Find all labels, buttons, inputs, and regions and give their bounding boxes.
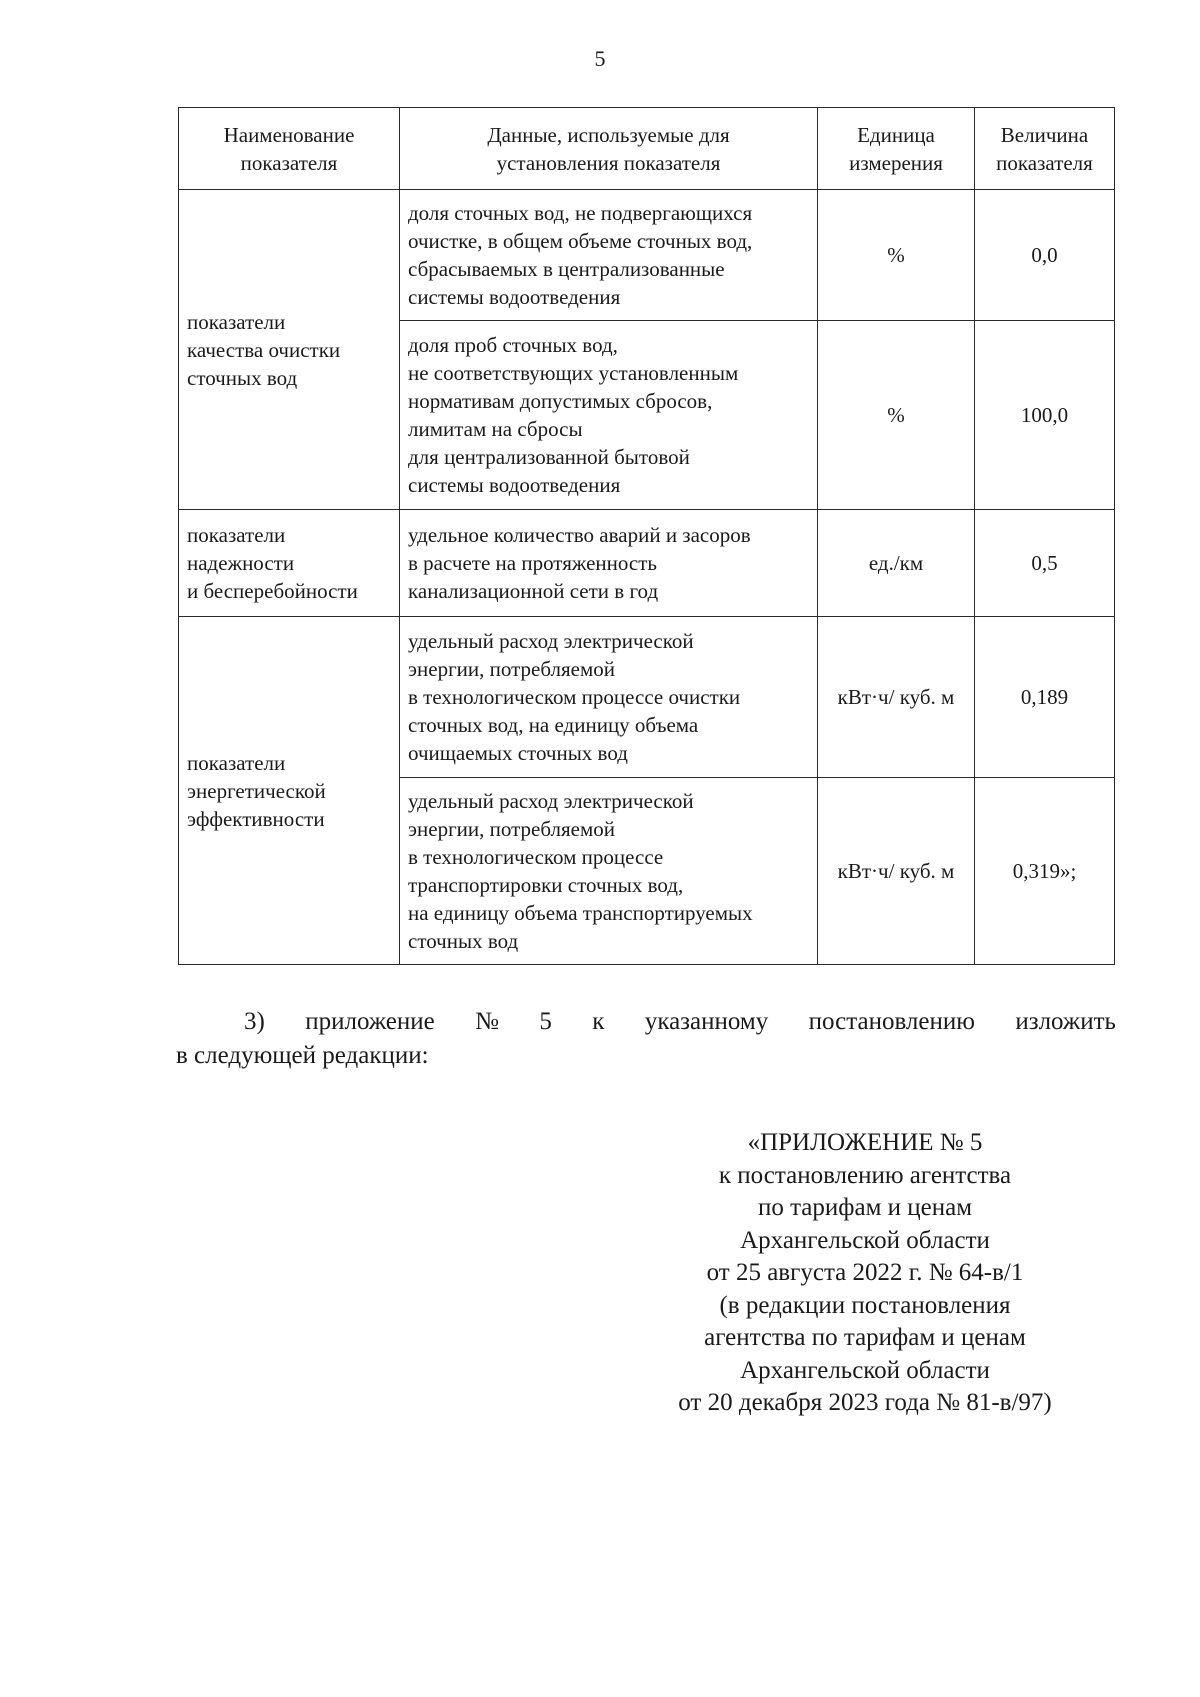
group-name-line: надежности — [187, 551, 295, 575]
value-cell: 0,5 — [975, 510, 1115, 617]
header-line: установления показателя — [496, 150, 721, 175]
paragraph-word: к — [592, 1008, 605, 1035]
paragraph-word: указанному — [644, 1008, 769, 1035]
annex-line: по тарифам и ценам — [757, 1194, 973, 1221]
data-line: лимитам на сбросы — [408, 417, 583, 441]
paragraph-word: постановлению — [808, 1008, 975, 1035]
data-cell — [400, 617, 818, 778]
data-line: для централизованной бытовой — [408, 445, 690, 469]
header-unit — [818, 108, 975, 190]
group-name-line: показатели — [187, 309, 286, 334]
group-name-line: качества очистки — [187, 337, 341, 362]
amendment-paragraph — [176, 1005, 1116, 1073]
data-line: удельный расход электрической — [408, 629, 694, 653]
group-name-reliability — [179, 510, 400, 617]
paragraph-word: № — [475, 1008, 499, 1035]
paragraph-word: 3) — [244, 1008, 265, 1035]
paragraph-line-2: в следующей редакции: — [176, 1042, 429, 1069]
value-cell: 0,189 — [975, 617, 1115, 778]
value-cell: 100,0 — [975, 321, 1115, 510]
data-line: очищаемых сточных вод — [408, 741, 628, 765]
data-line: сбрасываемых в централизованные — [408, 257, 725, 281]
value-cell: 0,319»; — [975, 778, 1115, 965]
annex-line: Архангельской области — [740, 1226, 990, 1254]
data-line: в расчете на протяженность — [408, 551, 657, 575]
group-name-line: эффективности — [187, 806, 325, 831]
annex-line: (в редакции постановления — [719, 1291, 1011, 1319]
group-name-line: показатели — [187, 750, 286, 775]
paragraph-word: изложить — [1015, 1008, 1116, 1035]
header-value — [975, 108, 1115, 190]
group-name-quality — [179, 190, 400, 510]
group-name-line: энергетической — [187, 778, 326, 803]
annex-line: от 25 августа 2022 г. № 64-в/1 — [706, 1259, 1024, 1286]
paragraph-word: 5 — [539, 1008, 552, 1035]
group-name-line: показатели — [187, 523, 286, 547]
data-cell — [400, 510, 818, 617]
paragraph-word: приложение — [305, 1008, 435, 1035]
table-row — [179, 510, 1115, 617]
data-cell — [400, 190, 818, 321]
data-line: сточных вод — [408, 929, 519, 953]
annex-line: «ПРИЛОЖЕНИЕ № 5 — [747, 1129, 983, 1156]
header-indicator-name — [179, 108, 400, 190]
data-line: не соответствующих установленным — [408, 361, 739, 385]
annex-line: агентства по тарифам и ценам — [704, 1324, 1026, 1351]
table-row — [179, 617, 1115, 778]
table-row — [179, 190, 1115, 321]
header-line: измерения — [849, 150, 943, 175]
data-line: удельное количество аварий и засоров — [408, 523, 751, 547]
header-line: показателя — [240, 150, 338, 175]
data-line: доля проб сточных вод, — [408, 333, 618, 357]
annex-header — [640, 1127, 1090, 1420]
data-line: в технологическом процессе — [408, 845, 664, 869]
data-line: системы водоотведения — [408, 285, 621, 309]
table-header-row — [179, 108, 1115, 190]
data-line: системы водоотведения — [408, 473, 621, 497]
data-cell — [400, 321, 818, 510]
page-number: 5 — [594, 46, 606, 71]
header-line: показателя — [996, 150, 1093, 175]
data-line: энергии, потребляемой — [408, 657, 616, 681]
group-name-line: и бесперебойности — [187, 579, 358, 603]
indicators-table — [178, 107, 1115, 965]
data-line: в технологическом процессе очистки — [408, 685, 741, 709]
annex-line: Архангельской области — [740, 1356, 990, 1384]
value-cell: 0,0 — [975, 190, 1115, 321]
data-line: на единицу объема транспортируемых — [408, 901, 753, 925]
data-line: доля сточных вод, не подвергающихся — [408, 201, 753, 225]
data-cell — [400, 778, 818, 965]
data-line: канализационной сети в год — [408, 579, 659, 603]
header-line: Наименование — [223, 122, 355, 147]
data-line: энергии, потребляемой — [408, 817, 616, 841]
header-line: Величина — [1000, 122, 1089, 147]
annex-line: от 20 декабря 2023 года № 81-в/97) — [678, 1389, 1052, 1416]
unit-cell: кВт·ч/ куб. м — [818, 778, 975, 965]
group-name-line: сточных вод — [187, 365, 298, 390]
data-line: очистке, в общем объеме сточных вод, — [408, 229, 753, 253]
unit-cell: кВт·ч/ куб. м — [818, 617, 975, 778]
data-line: транспортировки сточных вод, — [408, 873, 684, 897]
annex-line: к постановлению агентства — [718, 1161, 1012, 1189]
data-line: удельный расход электрической — [408, 789, 694, 813]
data-line: сточных вод, на единицу объема — [408, 713, 699, 737]
unit-cell: % — [818, 321, 975, 510]
group-name-energy — [179, 617, 400, 965]
header-line: Данные, используемые для — [487, 122, 730, 147]
header-data-used — [400, 108, 818, 190]
unit-cell: ед./км — [818, 510, 975, 617]
header-line: Единица — [857, 122, 935, 147]
unit-cell: % — [818, 190, 975, 321]
data-line: нормативам допустимых сбросов, — [408, 389, 713, 413]
paragraph-line-1 — [176, 1005, 1116, 1039]
